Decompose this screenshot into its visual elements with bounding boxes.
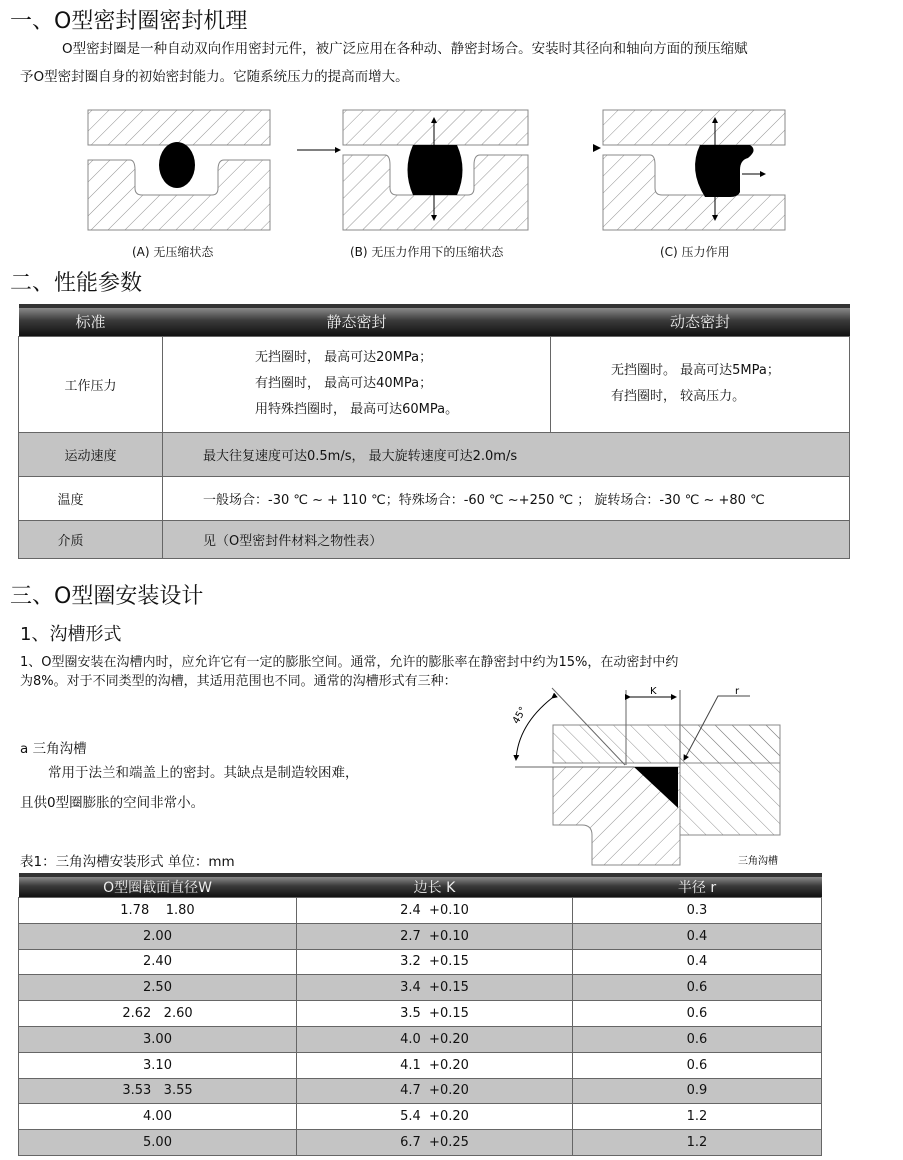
diagram-a — [88, 110, 270, 230]
diagram-c — [593, 110, 785, 230]
row-value: 最大往复速度可达0.5m/s， 最大旋转速度可达2.0m/s — [163, 432, 850, 476]
header-cell: 静态密封 — [163, 306, 551, 336]
table-cell: 0.6 — [573, 1052, 822, 1078]
table-row — [19, 1052, 822, 1078]
angle-label: 45° — [510, 705, 530, 726]
paragraph: 且供0型圈膨胀的空间非常小。 — [20, 795, 205, 811]
performance-table — [18, 304, 850, 559]
header-cell: 边长 K — [297, 875, 573, 898]
row-value: 见（O型密封件材料之物性表） — [163, 520, 850, 558]
table-cell: 0.6 — [573, 1001, 822, 1027]
row-label: 温度 — [19, 476, 163, 520]
table-row — [19, 1078, 822, 1104]
table-cell: 1.78 1.80 — [19, 898, 297, 924]
table-cell: 3.00 — [19, 1026, 297, 1052]
table-cell: 5.00 — [19, 1130, 297, 1156]
header-cell: 动态密封 — [551, 306, 850, 336]
table-row — [19, 949, 822, 975]
table-row — [19, 1130, 822, 1156]
table-title: 表1：三角沟槽安装形式 单位：mm — [20, 854, 235, 870]
paragraph: 予O型密封圈自身的初始密封能力。它随系统压力的提高而增大。 — [20, 69, 409, 85]
table-cell: 0.6 — [573, 1026, 822, 1052]
header-cell: 半径 r — [573, 875, 822, 898]
cell-line: 有挡圈时， 较高压力。 — [611, 389, 746, 404]
subsection-title: 1、沟槽形式 — [20, 624, 122, 645]
table-cell: 0.6 — [573, 975, 822, 1001]
table-cell: 3.53 3.55 — [19, 1078, 297, 1104]
table-cell: 2.00 — [19, 923, 297, 949]
table-cell: 2.4 +0.10 — [297, 898, 573, 924]
r-label: r — [735, 686, 740, 697]
table-cell: 1.2 — [573, 1104, 822, 1130]
row-label: 介质 — [19, 520, 163, 558]
table-row — [19, 476, 850, 520]
diagram-b — [297, 110, 528, 230]
section-title-3: 三、O型圈安装设计 — [10, 584, 204, 609]
table-cell: 3.10 — [19, 1052, 297, 1078]
triangle-groove-table — [18, 873, 822, 1156]
cell-line: 无挡圈时， 最高可达20MPa； — [255, 350, 433, 365]
table-row — [19, 1026, 822, 1052]
cell-line: 有挡圈时， 最高可达40MPa； — [255, 376, 433, 391]
groove-type-title: a 三角沟槽 — [20, 741, 87, 757]
table-cell: 4.0 +0.20 — [297, 1026, 573, 1052]
table-row — [19, 520, 850, 558]
table-row — [19, 975, 822, 1001]
table-row — [19, 1104, 822, 1130]
row-value: 一般场合：-30 ℃ ~ + 110 ℃；特殊场合：-60 ℃ ~+250 ℃ ； 旋转场合：-30 ℃ ~ +80 ℃ — [163, 476, 850, 520]
header-cell: O型圈截面直径W — [19, 875, 297, 898]
table-row — [19, 432, 850, 476]
table-cell: 2.62 2.60 — [19, 1001, 297, 1027]
table-cell: 3.5 +0.15 — [297, 1001, 573, 1027]
table-cell: 0.9 — [573, 1078, 822, 1104]
table-cell: 4.00 — [19, 1104, 297, 1130]
table-cell: 0.4 — [573, 949, 822, 975]
caption-a: (A) 无压缩状态 — [132, 245, 214, 259]
section-title-2: 二、性能参数 — [10, 271, 143, 296]
table-cell: 4.1 +0.20 — [297, 1052, 573, 1078]
o-ring-diagrams — [0, 100, 903, 240]
header-cell: 标准 — [19, 306, 163, 336]
paragraph: O型密封圈是一种自动双向作用密封元件，被广泛应用在各种动、静密封场合。安装时其径向和轴向方面的预压缩赋 — [62, 41, 748, 57]
table-cell: 2.50 — [19, 975, 297, 1001]
diagram-caption: 三角沟槽 — [738, 856, 778, 867]
table-cell: 3.2 +0.15 — [297, 949, 573, 975]
table-row — [19, 898, 822, 924]
table-cell: 6.7 +0.25 — [297, 1130, 573, 1156]
table-cell: 2.40 — [19, 949, 297, 975]
cell-line: 无挡圈时。 最高可达5MPa； — [611, 363, 780, 378]
table-cell: 1.2 — [573, 1130, 822, 1156]
table-row — [19, 336, 850, 432]
table-cell: 0.4 — [573, 923, 822, 949]
paragraph: 1、O型圈安装在沟槽内时，应允许它有一定的膨胀空间。通常，允许的膨胀率在静密封中约为15%，在动密封中约 — [20, 655, 679, 670]
table-cell: 5.4 +0.20 — [297, 1104, 573, 1130]
row-label: 运动速度 — [19, 432, 163, 476]
table-row — [19, 1001, 822, 1027]
table-cell: 3.4 +0.15 — [297, 975, 573, 1001]
cell-line: 用特殊挡圈时， 最高可达60MPa。 — [255, 402, 459, 417]
paragraph: 常用于法兰和端盖上的密封。其缺点是制造较困难， — [48, 765, 359, 781]
section-title-1: 一、O型密封圈密封机理 — [10, 9, 248, 34]
caption-c: (C) 压力作用 — [660, 245, 730, 259]
table-cell: 0.3 — [573, 898, 822, 924]
triangle-groove-diagram — [500, 680, 820, 870]
caption-b: (B) 无压力作用下的压缩状态 — [350, 245, 504, 259]
paragraph: 为8%。对于不同类型的沟槽，其适用范围也不同。通常的沟槽形式有三种： — [20, 674, 457, 689]
table-cell: 2.7 +0.10 — [297, 923, 573, 949]
row-label: 工作压力 — [19, 336, 163, 432]
table-cell: 4.7 +0.20 — [297, 1078, 573, 1104]
table-row — [19, 923, 822, 949]
k-label: K — [650, 686, 657, 697]
